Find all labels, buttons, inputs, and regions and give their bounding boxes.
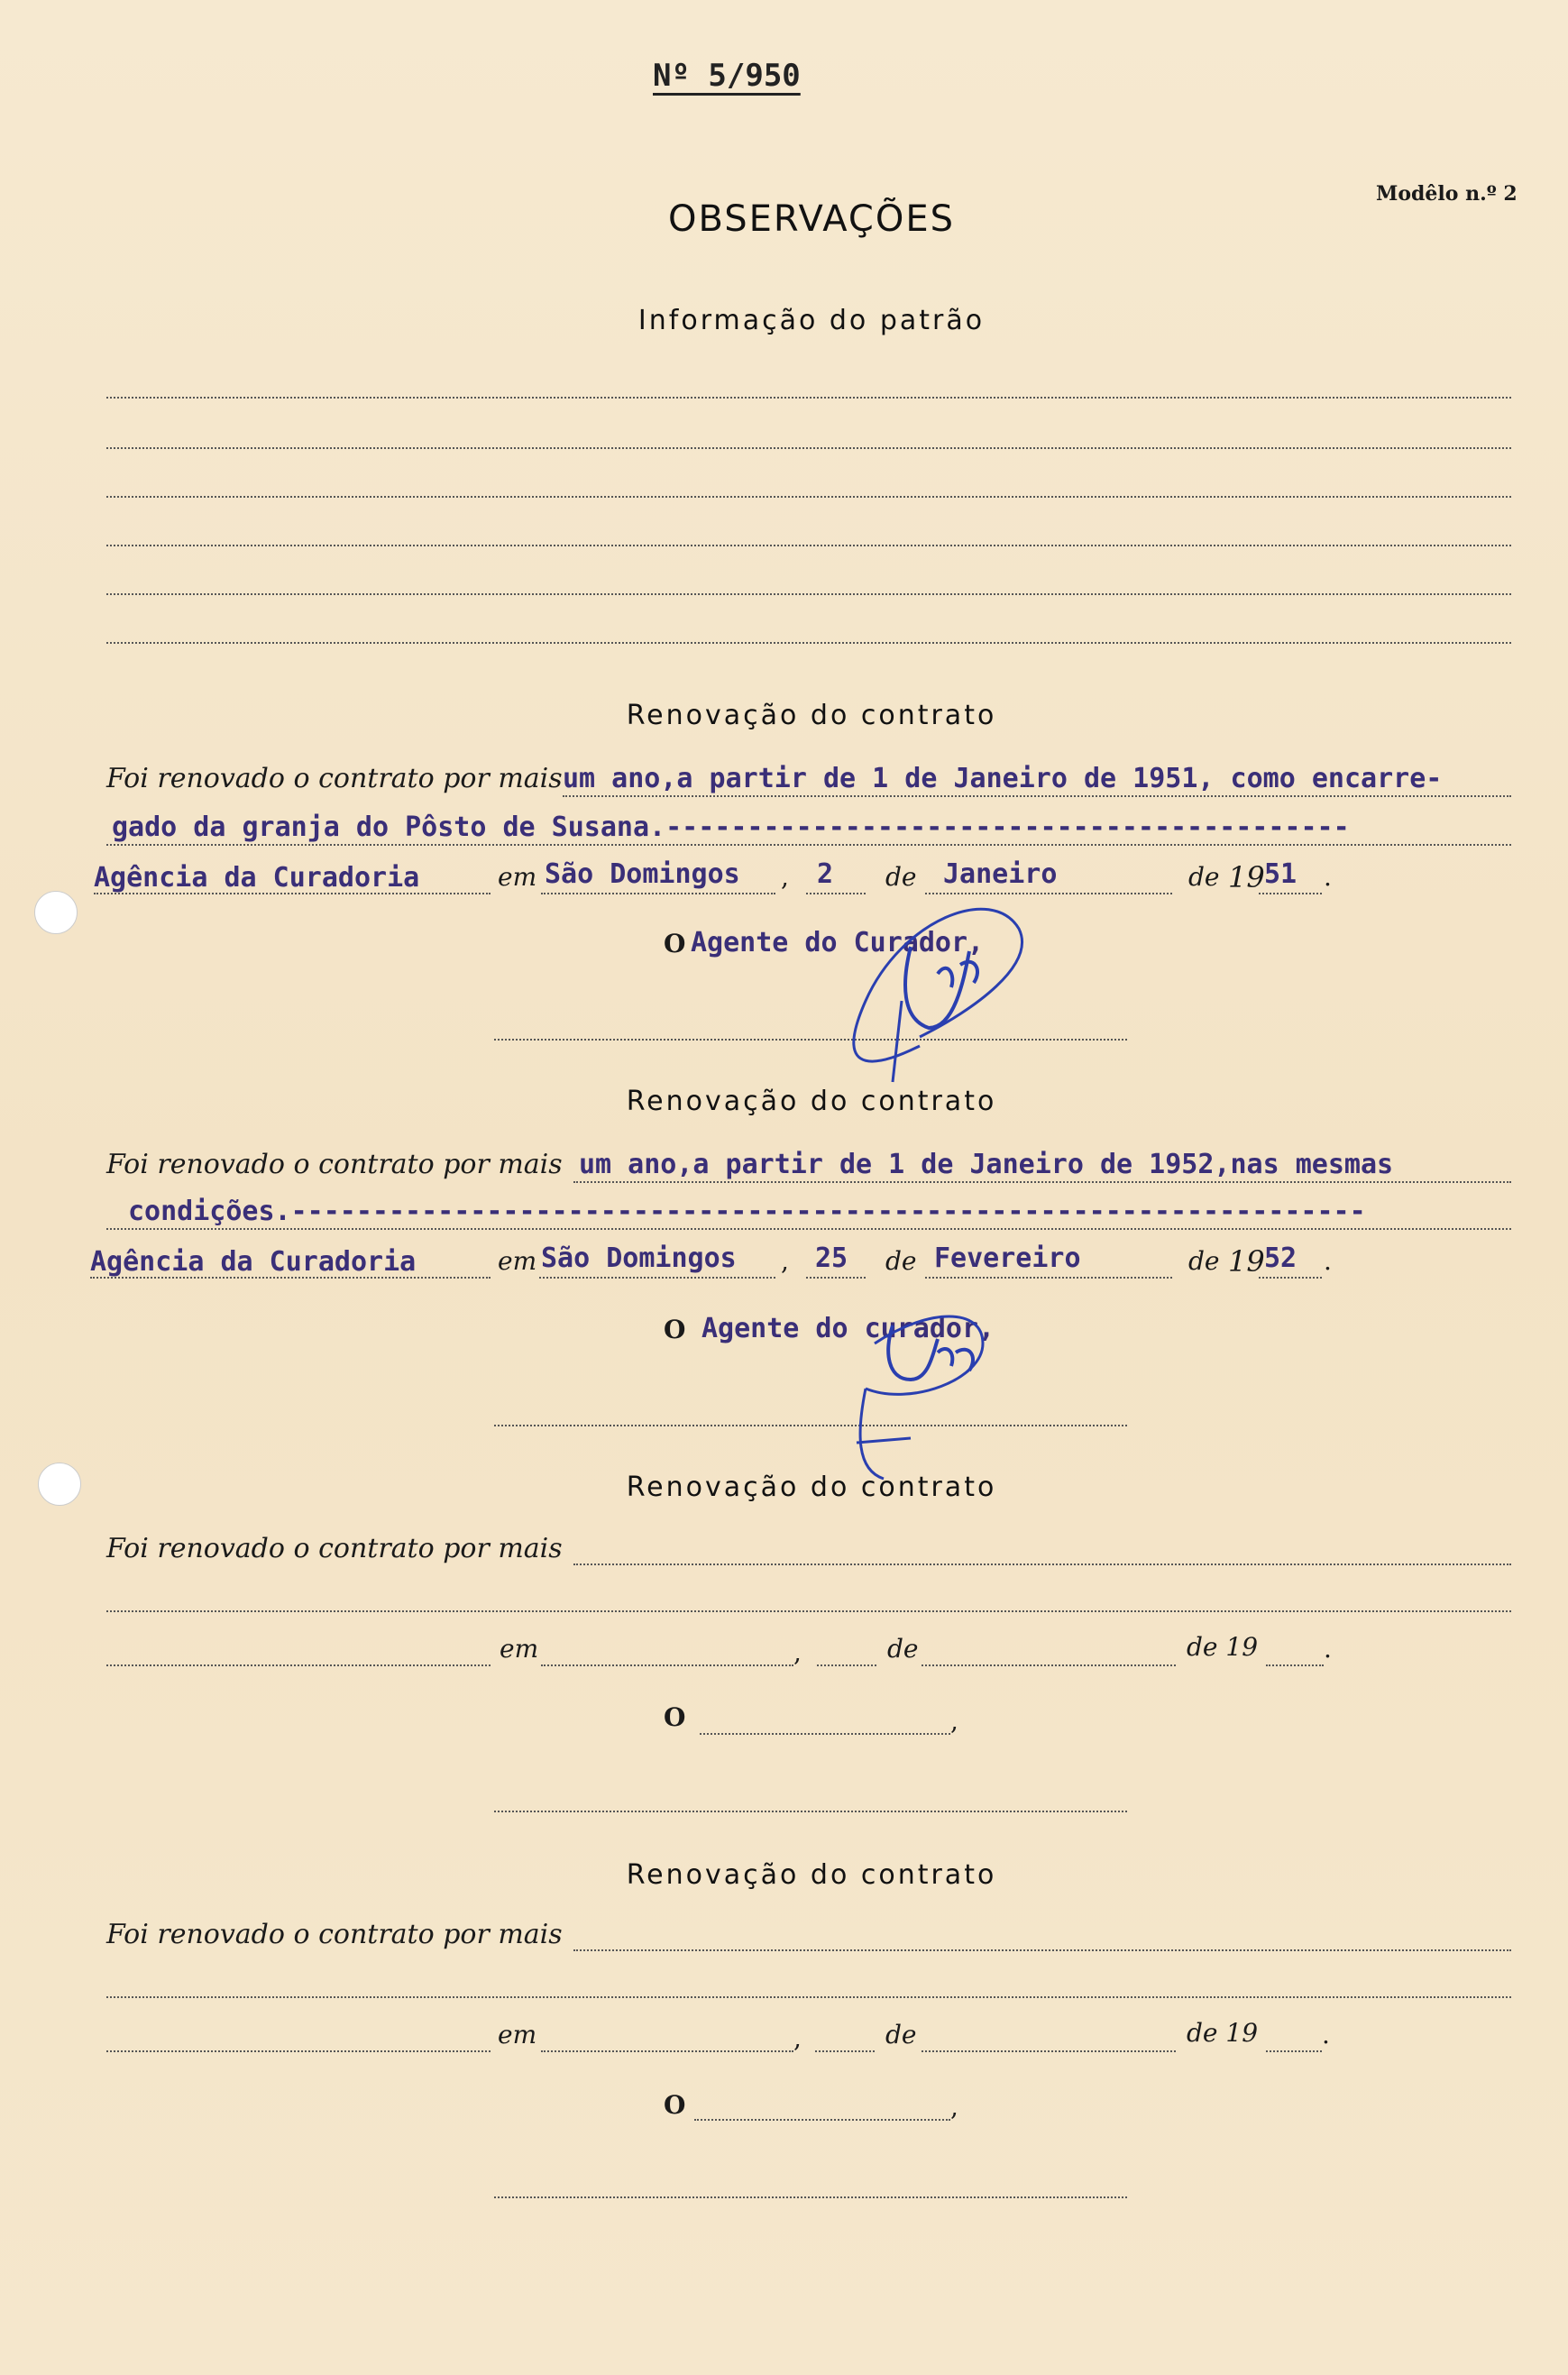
renewal-2-de2: de — [1188, 1246, 1220, 1276]
signature-1-icon — [812, 866, 1046, 1100]
renewal-2-city-line — [539, 1277, 775, 1279]
renewal-4-text-field[interactable] — [106, 1996, 1511, 1998]
renewal-2-day: 25 — [815, 1243, 848, 1274]
renewal-4-comma: , — [793, 2023, 802, 2053]
renewal-3-heading: Renovação do contrato — [626, 1472, 997, 1503]
renewal-4-year-field[interactable] — [1266, 2050, 1322, 2052]
renewal-3-signer-field[interactable] — [700, 1733, 950, 1735]
renewal-3-city-field[interactable] — [541, 1664, 793, 1666]
renewal-1-city-line — [541, 893, 775, 894]
renewal-3-place-field[interactable] — [106, 1664, 491, 1666]
renewal-3-de2: de 19 — [1187, 1632, 1259, 1662]
renewal-1-year-suffix: 51 — [1264, 858, 1297, 890]
renewal-1-year-line — [1259, 893, 1322, 894]
renewal-2-year-line — [1259, 1277, 1322, 1279]
renewal-2-signer: Agente do curador, — [701, 1313, 995, 1344]
renewal-4-heading: Renovação do contrato — [626, 1859, 997, 1891]
renewal-4-signature-field[interactable] — [494, 2196, 1127, 2198]
renewal-1-fill-line — [563, 795, 1511, 797]
renewal-1-de2: de — [1188, 862, 1220, 892]
employer-info-line — [106, 496, 1511, 498]
renewal-2-month-line — [925, 1277, 1172, 1279]
renewal-1-place-line — [94, 893, 491, 894]
renewal-4-signer-field[interactable] — [694, 2119, 950, 2121]
renewal-1-year-prefix: 19 — [1228, 860, 1265, 894]
renewal-3-signature-field[interactable] — [494, 1811, 1127, 1812]
renewal-2-day-line — [806, 1277, 866, 1279]
renewal-4-de2: de 19 — [1187, 2018, 1259, 2048]
renewal-3-signer-comma: , — [950, 1706, 958, 1736]
model-number: Modêlo n.º 2 — [1376, 182, 1518, 206]
renewal-2-period: . — [1324, 1246, 1332, 1276]
employer-info-line — [106, 642, 1511, 644]
renewal-3-month-field[interactable] — [922, 1664, 1176, 1666]
renewal-3-intro: Foi renovado o contrato por mais — [106, 1533, 563, 1564]
signature-2-icon — [802, 1289, 1019, 1488]
renewal-1-fill-line — [106, 844, 1511, 846]
renewal-1-city: São Domingos — [545, 858, 740, 890]
renewal-4-de1: de — [885, 2020, 917, 2049]
renewal-2-comma: , — [781, 1246, 789, 1276]
renewal-3-de1: de — [887, 1634, 919, 1664]
document-number: Nº 5/950 — [653, 58, 801, 94]
renewal-2-signer-o: O — [664, 1315, 686, 1344]
page-title: OBSERVAÇÕES — [667, 198, 956, 240]
renewal-2-heading: Renovação do contrato — [626, 1086, 997, 1117]
employer-info-line — [106, 447, 1511, 449]
renewal-4-em: em — [498, 2020, 537, 2049]
renewal-2-text-line2: condições.------------------------------------------------------------------ — [128, 1196, 1366, 1227]
employer-info-line — [106, 545, 1511, 546]
renewal-2-year-prefix: 19 — [1228, 1244, 1265, 1279]
renewal-3-signer-o: O — [664, 1702, 686, 1732]
employer-info-heading: Informação do patrão — [637, 305, 986, 336]
renewal-2-de1: de — [885, 1246, 917, 1276]
renewal-2-city: São Domingos — [541, 1243, 737, 1274]
renewal-3-text-field[interactable] — [106, 1610, 1511, 1612]
renewal-2-place: Agência da Curadoria — [90, 1246, 417, 1278]
renewal-4-intro: Foi renovado o contrato por mais — [106, 1919, 563, 1950]
renewal-1-em: em — [498, 862, 537, 892]
renewal-4-month-field[interactable] — [922, 2050, 1176, 2052]
renewal-4-day-field[interactable] — [815, 2050, 875, 2052]
renewal-3-year-field[interactable] — [1266, 1664, 1324, 1666]
renewal-4-period: . — [1322, 2020, 1330, 2049]
punch-hole-top — [34, 891, 78, 934]
renewal-1-period: . — [1324, 862, 1332, 892]
renewal-1-day: 2 — [817, 858, 834, 890]
renewal-3-comma: , — [793, 1637, 802, 1667]
renewal-4-signer-o: O — [664, 2090, 686, 2120]
renewal-2-month: Fevereiro — [934, 1243, 1081, 1274]
renewal-1-comma: , — [781, 862, 789, 892]
renewal-4-signer-comma: , — [950, 2092, 958, 2122]
renewal-2-place-line — [90, 1277, 491, 1279]
renewal-2-year-suffix: 52 — [1264, 1243, 1297, 1274]
renewal-4-duration-field[interactable] — [573, 1949, 1511, 1951]
renewal-3-day-field[interactable] — [817, 1664, 876, 1666]
renewal-2-text-line1: um ano,a partir de 1 de Janeiro de 1952,nas mesmas — [579, 1149, 1394, 1180]
renewal-4-place-field[interactable] — [106, 2050, 491, 2052]
renewal-2-intro: Foi renovado o contrato por mais — [106, 1149, 563, 1180]
renewal-1-heading: Renovação do contrato — [626, 700, 997, 731]
renewal-1-signer: Agente do Curador, — [691, 927, 985, 958]
renewal-1-de1: de — [885, 862, 917, 892]
renewal-2-fill-line — [573, 1181, 1511, 1183]
renewal-1-intro: Foi renovado o contrato por mais — [106, 763, 563, 794]
renewal-3-em: em — [500, 1634, 539, 1664]
renewal-2-fill-line — [106, 1228, 1511, 1230]
renewal-3-duration-field[interactable] — [573, 1563, 1511, 1565]
employer-info-line — [106, 593, 1511, 595]
renewal-1-month: Janeiro — [943, 858, 1058, 890]
renewal-3-period: . — [1324, 1634, 1332, 1664]
renewal-1-place: Agência da Curadoria — [94, 862, 420, 894]
renewal-2-em: em — [498, 1246, 537, 1276]
renewal-4-city-field[interactable] — [541, 2050, 793, 2052]
renewal-1-text-line1: um ano,a partir de 1 de Janeiro de 1951, como encarre- — [563, 763, 1443, 794]
renewal-1-signer-o: O — [664, 929, 686, 958]
renewal-1-text-line2: gado da granja do Pôsto de Susana.------------------------------------------ — [112, 812, 1350, 843]
employer-info-line — [106, 397, 1511, 399]
